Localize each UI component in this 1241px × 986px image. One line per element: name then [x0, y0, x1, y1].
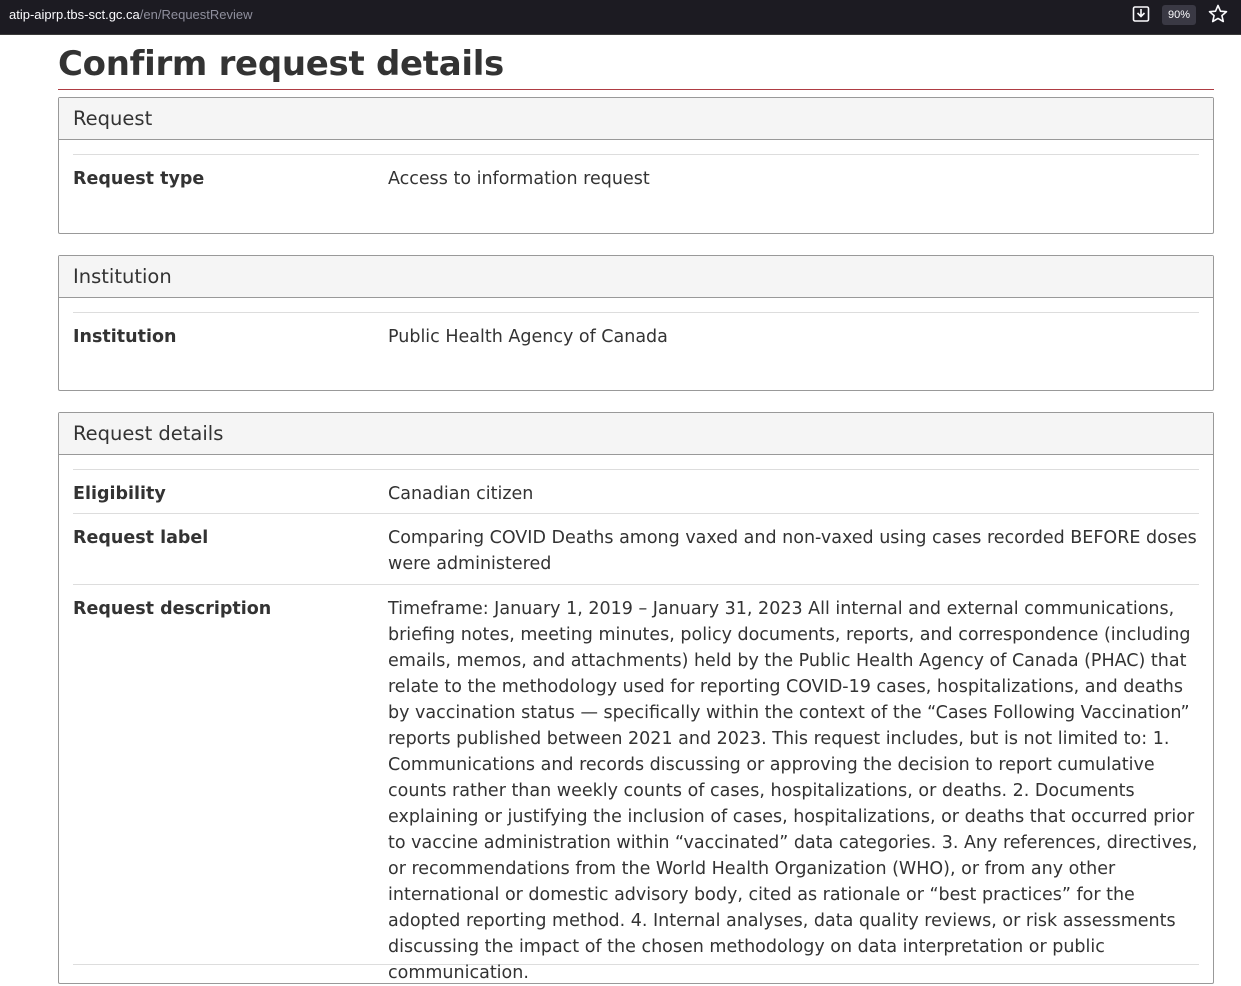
row-value: Public Health Agency of Canada [388, 327, 668, 347]
panel-heading-request: Request [59, 98, 1213, 140]
detail-row-request-type [73, 154, 1199, 215]
row-value: Access to information request [388, 169, 650, 189]
panel-heading-institution: Institution [59, 256, 1213, 298]
institution-panel [58, 255, 1214, 391]
url-path: /en/RequestReview [139, 7, 253, 22]
download-icon[interactable] [1131, 4, 1151, 24]
row-label: Eligibility [73, 484, 166, 504]
row-value: Comparing COVID Deaths among vaxed and non-vaxed using cases recorded BEFORE doses were administered [388, 528, 1197, 574]
panel-heading-request-details: Request details [59, 413, 1213, 455]
row-label: Institution [73, 327, 177, 347]
detail-row-institution [73, 312, 1199, 373]
browser-address-bar[interactable] [0, 0, 1241, 35]
row-label: Request description [73, 599, 272, 619]
row-label: Request type [73, 169, 205, 189]
star-icon[interactable] [1207, 3, 1229, 25]
zoom-level-badge[interactable]: 90% [1162, 5, 1196, 25]
url-text[interactable] [9, 7, 253, 22]
request-panel [58, 97, 1214, 234]
page-title: Confirm request details [58, 44, 504, 84]
detail-row-request-label [73, 513, 1199, 585]
detail-row-eligibility [73, 469, 1199, 514]
row-label: Request label [73, 528, 209, 548]
request-details-panel [58, 412, 1214, 984]
row-value: Timeframe: January 1, 2019 – January 31, 2023 All internal and external communications, briefing notes, meeting minutes, policy documents, reports, and correspondence (including emails, memos, and attachments) held by the Public Health Agency of Canada (PHAC) that relate to the methodology used for reporting COVID-19 cases, hospitalizations, and deaths by vaccination status — specifically within the context of the “Cases Following Vaccination” reports published between 2021 and 2023. This request includes, but is not limited to: 1. Communications and records discussing or approving the decision to report cumulative counts rather than weekly counts of cases, hospitalizations, or deaths. 2. Documents explaining or justifying the inclusion of cases, hospitalizations, or deaths that occurred prior to vaccine administration within “vaccinated” data categories. 3. Any references, directives, or recommendations from the World Health Organization (WHO), or from any other international or domestic advisory body, cited as rationale or “best practices” for the adopted reporting method. 4. Internal analyses, data quality reviews, or risk assessments discussing the impact of the chosen methodology on data interpretation or public communication. [388, 599, 1198, 983]
title-underline [58, 89, 1214, 90]
detail-row-request-description [73, 584, 1199, 983]
row-value: Canadian citizen [388, 484, 534, 504]
url-host: atip-aiprp.tbs-sct.gc.ca [9, 7, 140, 22]
